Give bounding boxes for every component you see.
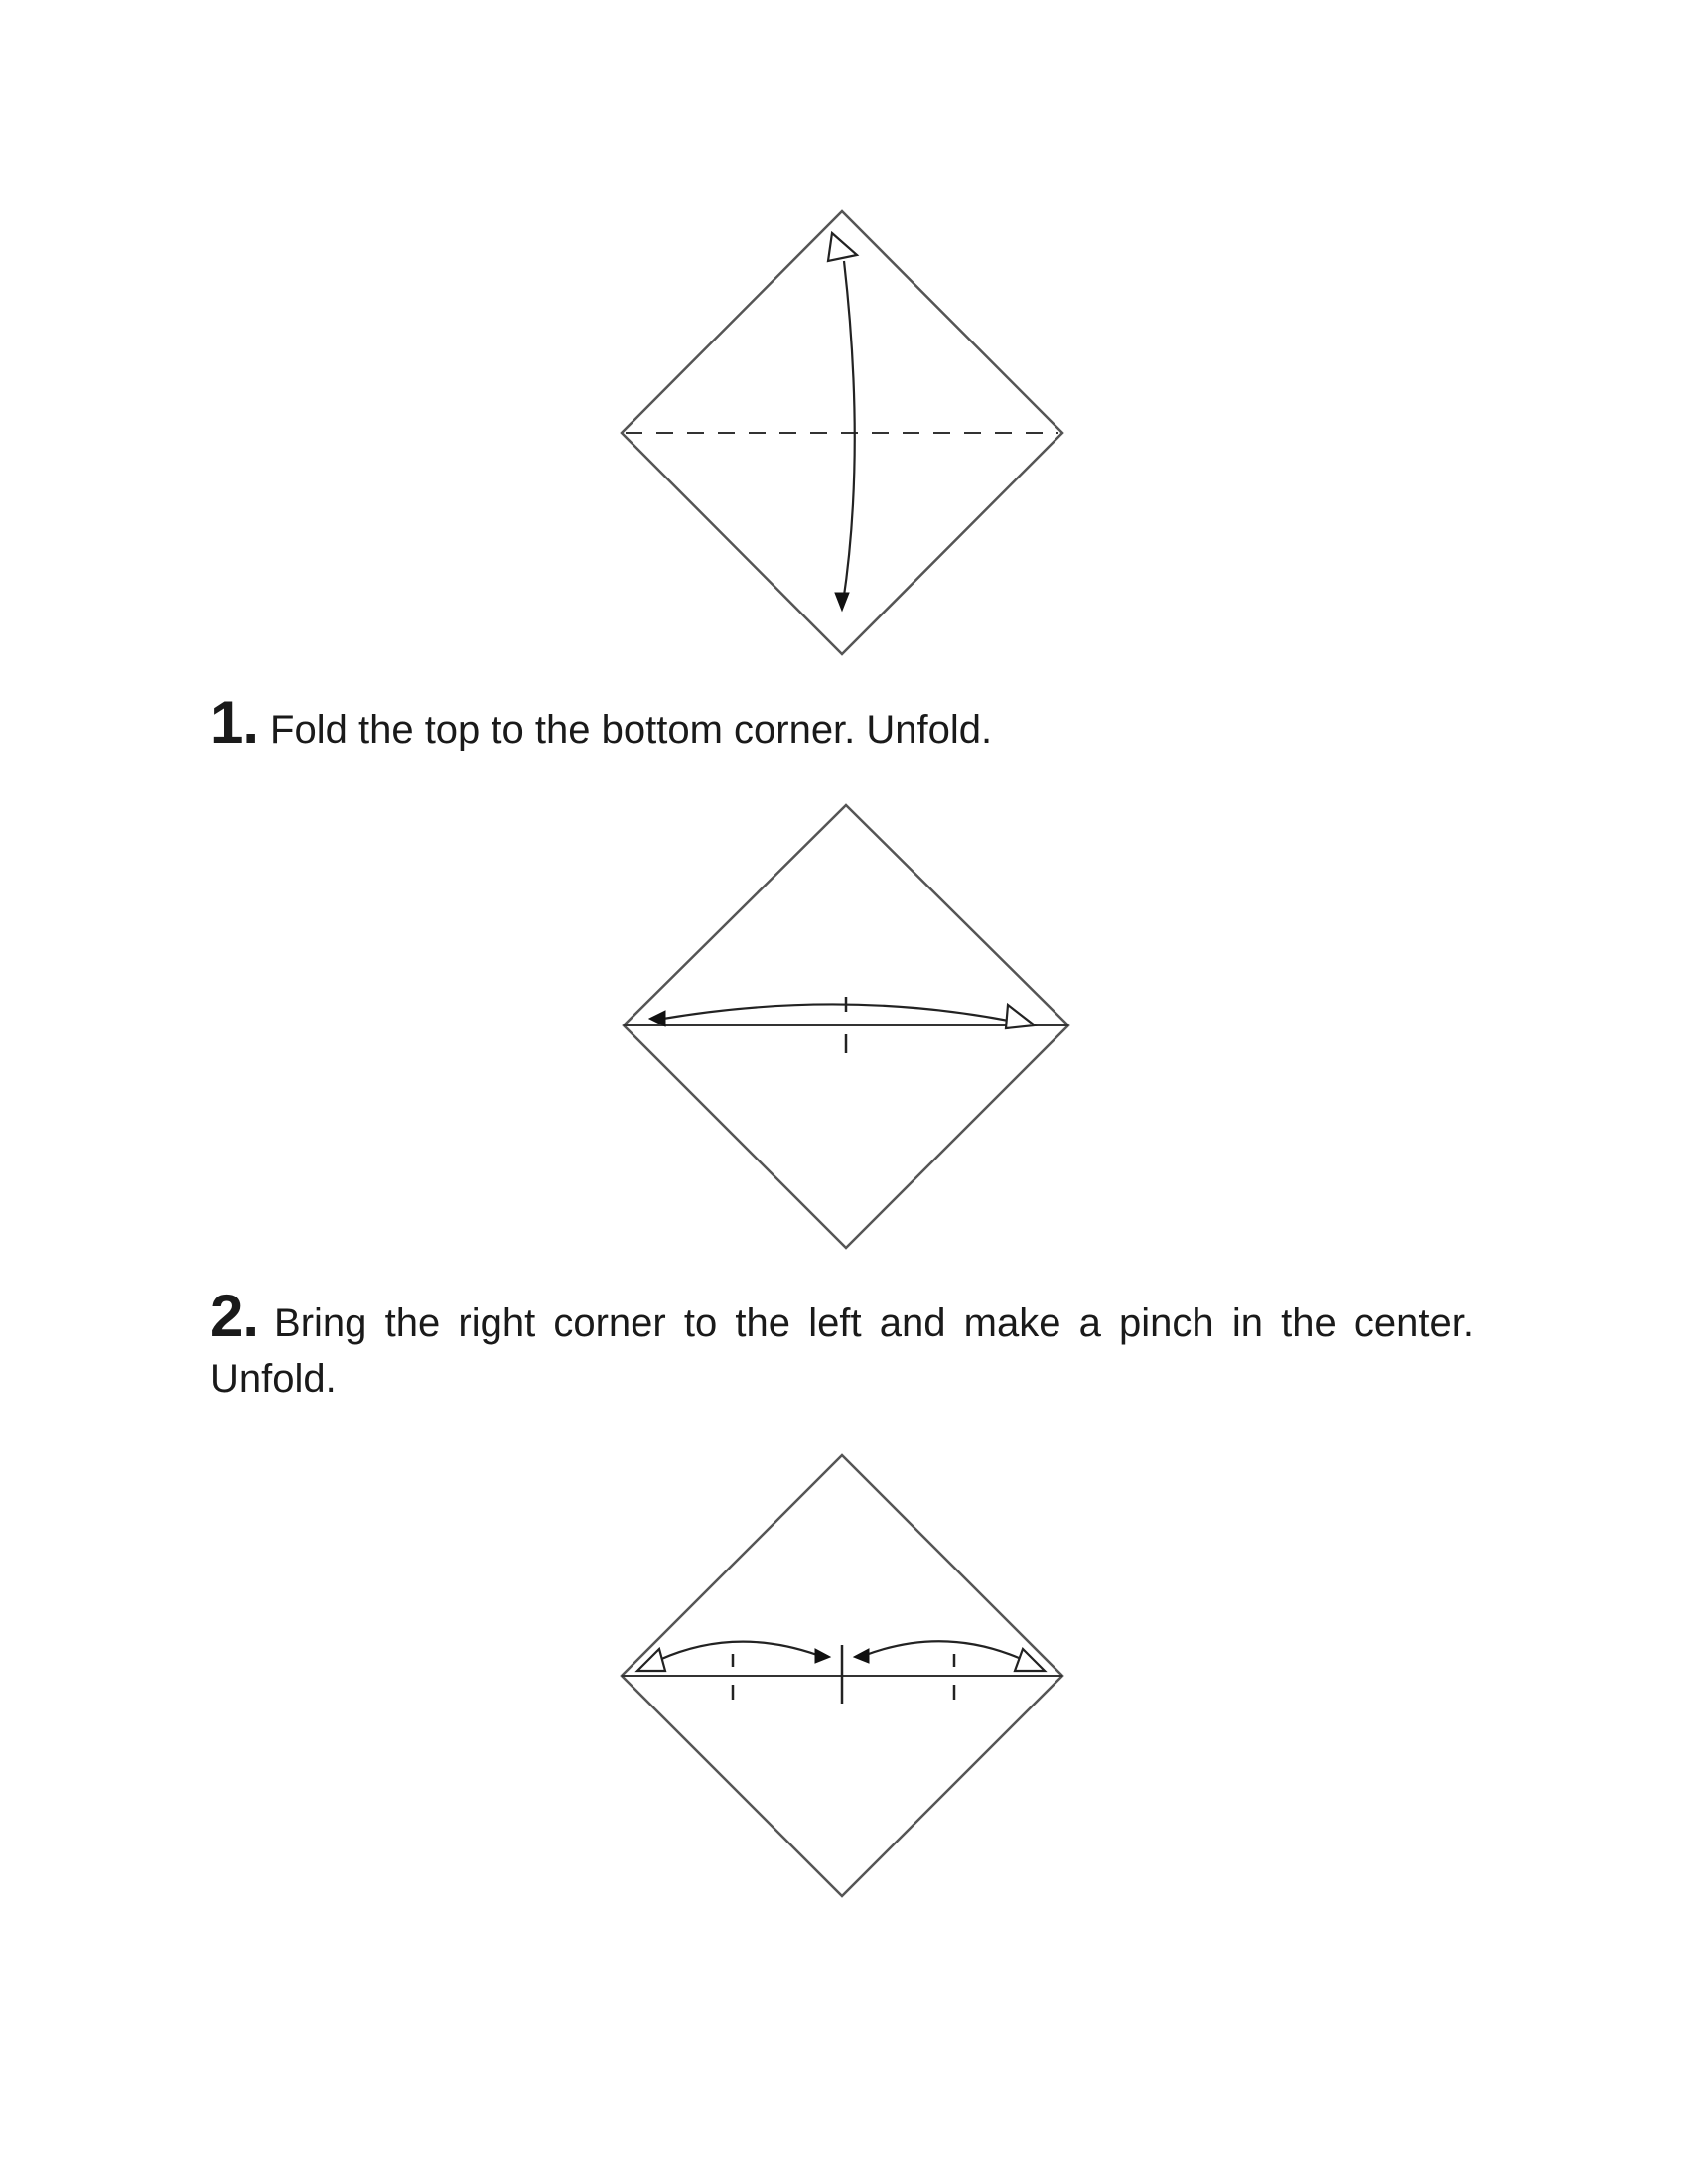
hollow-arrowhead-icon <box>1006 1005 1035 1028</box>
left-corner-arrow <box>659 1642 817 1660</box>
solid-arrowhead-icon <box>815 1649 830 1663</box>
step-2-number: 2. <box>211 1283 259 1349</box>
hollow-arrowhead-icon <box>828 233 857 261</box>
right-corner-arrow <box>866 1641 1019 1658</box>
step-1-text: Fold the top to the bottom corner. Unfold. <box>270 708 993 751</box>
step-2-text: Bring the right corner to the left and make a pinch in the center. Unfold. <box>211 1301 1474 1401</box>
diagram-step-2 <box>618 799 1074 1256</box>
solid-arrowhead-icon <box>854 1649 869 1663</box>
step-1-instruction <box>211 689 1474 757</box>
step-2-instruction <box>211 1283 1474 1407</box>
diagram-step-1 <box>616 204 1072 660</box>
hollow-arrowhead-icon <box>637 1649 665 1671</box>
solid-arrowhead-icon <box>649 1011 665 1026</box>
solid-arrowhead-icon <box>835 593 849 611</box>
step-1-number: 1. <box>211 689 259 755</box>
bring-corner-arrow <box>663 1004 1019 1023</box>
diagram-step-3 <box>616 1449 1072 1906</box>
